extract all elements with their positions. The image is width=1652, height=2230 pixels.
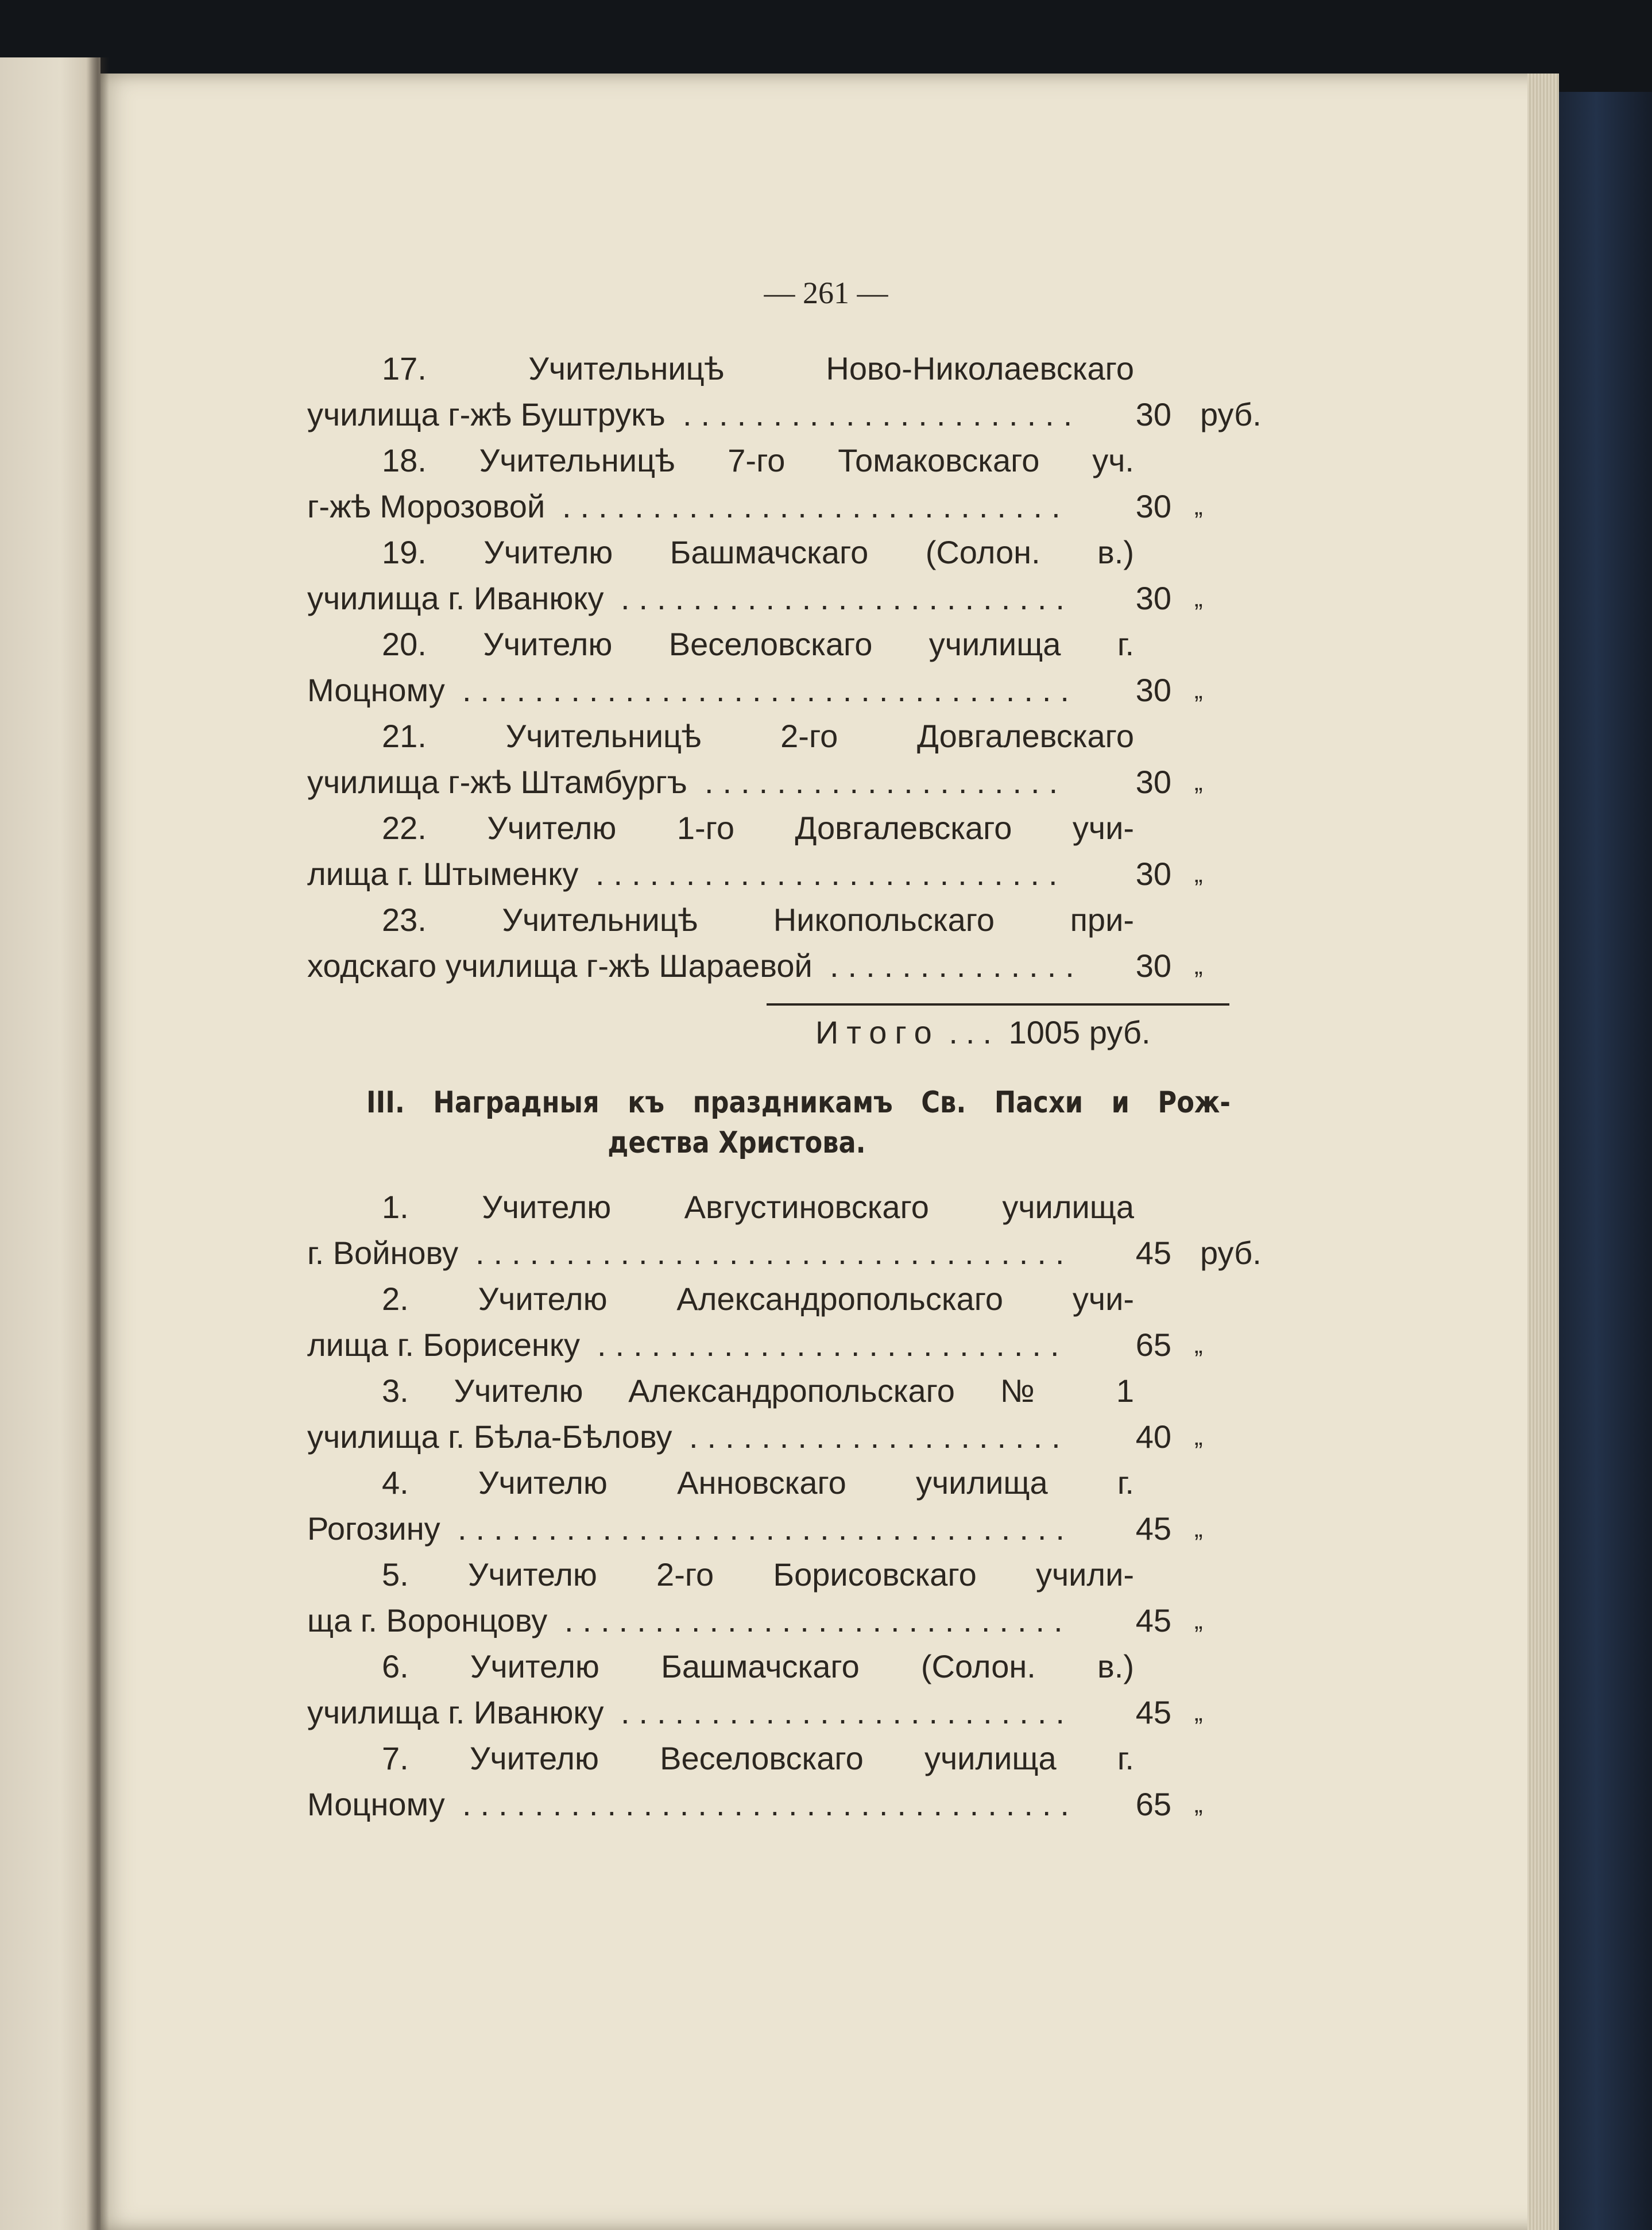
entry-list-bottom — [307, 1184, 1262, 1827]
leader-dots: .................... — [705, 764, 1067, 800]
total-amount: 1005 — [1008, 1014, 1081, 1050]
entry-number: 19. — [382, 534, 427, 570]
entry-amount: 30 — [1135, 580, 1171, 616]
entry-text-line1: Учительницѣ 7-го Томаковскаго уч. — [479, 442, 1134, 478]
entry-text-line1: Учителю Башмачскаго (Солон. в.) — [483, 534, 1134, 570]
entry-number: 2. — [382, 1281, 409, 1317]
entry-text-line2: Рогозину — [307, 1510, 440, 1547]
leader-dots: .................................. — [458, 1510, 1074, 1547]
entry-amount: 40 — [1135, 1419, 1171, 1455]
entry-second-line — [307, 392, 1262, 438]
entry-text-line1: Учителю Веселовскаго училища г. — [469, 1740, 1134, 1776]
entry-first-line — [307, 621, 1134, 667]
entry-text-line2: Моцному — [307, 672, 445, 708]
page-stack-edge — [1527, 74, 1559, 2230]
entry-text-line1: Учителю Августиновскаго училища — [482, 1189, 1135, 1225]
entry-number: 18. — [382, 442, 427, 478]
entry-first-line — [307, 805, 1134, 851]
entry-text-line2: г-жѣ Морозовой — [307, 488, 545, 524]
entry-text-line2: ходскаго училища г-жѣ Шараевой — [307, 948, 813, 984]
entry-unit: „ — [1194, 952, 1203, 980]
entry-text-line2: ща г. Воронцову — [307, 1602, 548, 1638]
leader-dots: ..................... — [689, 1419, 1070, 1455]
list-item — [307, 897, 1226, 989]
section-heading-line2: дества Христова. — [608, 1126, 866, 1160]
total-label: Итого — [815, 1014, 940, 1050]
entry-number: 21. — [382, 718, 427, 754]
entry-amount: 45 — [1135, 1235, 1171, 1271]
entry-second-line — [307, 1781, 1203, 1827]
entry-number: 7. — [382, 1740, 409, 1776]
leader-dots: .................................. — [462, 672, 1078, 708]
entry-second-line — [307, 1414, 1203, 1460]
book-gutter — [86, 57, 109, 2230]
list-item — [307, 1552, 1226, 1644]
leader-dots: ............................ — [562, 488, 1070, 524]
list-item — [307, 1368, 1226, 1460]
entry-text-line1: Учительницѣ Ново-Николаевскаго — [528, 350, 1134, 387]
entry-number: 1. — [382, 1189, 409, 1225]
list-item — [307, 530, 1226, 621]
total-rule — [767, 1003, 1229, 1006]
entry-amount: 45 — [1135, 1602, 1171, 1638]
leader-dots: ......................... — [621, 580, 1074, 616]
entry-unit: руб. — [1200, 396, 1262, 432]
leader-dots: .............. — [830, 948, 1084, 984]
entry-second-line — [307, 943, 1203, 989]
entry-text-line1: Учителю Александропольскаго учи- — [478, 1281, 1135, 1317]
entry-number: 4. — [382, 1464, 409, 1501]
entry-unit: „ — [1194, 1698, 1203, 1726]
entry-second-line — [307, 1690, 1203, 1736]
list-item — [307, 346, 1262, 438]
total-dots: ... — [949, 1014, 1000, 1050]
entry-amount: 45 — [1135, 1510, 1171, 1547]
entry-unit: „ — [1194, 1790, 1203, 1818]
entry-unit: „ — [1194, 1514, 1203, 1543]
entry-second-line — [307, 667, 1203, 713]
entry-first-line — [307, 1552, 1134, 1598]
entry-text-line2: училища г. Иванюку — [307, 1694, 604, 1730]
entry-text-line2: лища г. Штыменку — [307, 856, 579, 892]
list-item — [307, 805, 1226, 897]
leader-dots: ................................. — [475, 1235, 1074, 1271]
entry-first-line — [307, 1368, 1134, 1414]
leader-dots: ...................... — [683, 396, 1082, 432]
entry-unit: „ — [1194, 1331, 1203, 1359]
leader-dots: .......................... — [597, 1327, 1069, 1363]
entry-number: 20. — [382, 626, 427, 662]
leader-dots: .................................. — [462, 1786, 1078, 1822]
entry-second-line — [307, 759, 1203, 805]
list-item — [307, 1276, 1226, 1368]
entry-first-line — [307, 1276, 1134, 1322]
entry-list-top — [307, 346, 1262, 989]
entry-first-line — [307, 713, 1134, 759]
total-unit: руб. — [1089, 1014, 1151, 1050]
entry-text-line2: училища г-жѣ Буштрукъ — [307, 396, 666, 432]
entry-number: 3. — [382, 1373, 409, 1409]
entry-text-line1: Учителю 2-го Борисовскаго учили- — [467, 1556, 1135, 1593]
entry-amount: 30 — [1135, 764, 1171, 800]
page-number: — 261 — — [764, 276, 888, 310]
entry-first-line — [307, 1184, 1134, 1230]
entry-unit: „ — [1194, 492, 1203, 520]
entry-second-line — [307, 1598, 1203, 1644]
entry-text-line2: училища г. Иванюку — [307, 580, 604, 616]
entry-second-line — [307, 1230, 1262, 1276]
section-heading-line1: III. Наградныя къ праздникамъ Св. Пасхи и Рож- — [366, 1085, 1231, 1120]
list-item — [307, 621, 1226, 713]
entry-number: 23. — [382, 902, 427, 938]
entry-amount: 45 — [1135, 1694, 1171, 1730]
entry-first-line — [307, 346, 1134, 392]
entry-text-line1: Учительницѣ 2-го Довгалевскаго — [505, 718, 1135, 754]
entry-first-line — [307, 1736, 1134, 1781]
leader-dots: ......................... — [621, 1694, 1074, 1730]
leader-dots: .......................... — [595, 856, 1067, 892]
entry-first-line — [307, 897, 1134, 943]
entry-text-line1: Учителю Башмачскаго (Солон. в.) — [470, 1648, 1134, 1684]
entry-amount: 65 — [1135, 1786, 1171, 1822]
entry-amount: 30 — [1135, 396, 1171, 432]
entry-text-line1: Учителю Александропольскаго № 1 — [454, 1373, 1134, 1409]
section-heading — [366, 1083, 1233, 1163]
entry-number: 22. — [382, 810, 427, 846]
entry-amount: 30 — [1135, 948, 1171, 984]
entry-second-line — [307, 484, 1203, 530]
entry-text-line2: училища г. Бѣла-Бѣлову — [307, 1419, 672, 1455]
entry-number: 5. — [382, 1556, 409, 1593]
leader-dots: ............................ — [564, 1602, 1072, 1638]
entry-text-line1: Учителю 1-го Довгалевскаго учи- — [487, 810, 1134, 846]
list-item — [307, 1184, 1262, 1276]
entry-amount: 65 — [1135, 1327, 1171, 1363]
entry-unit: „ — [1194, 1423, 1203, 1451]
entry-number: 17. — [382, 350, 427, 387]
list-item — [307, 1736, 1226, 1827]
entry-first-line — [307, 1460, 1134, 1506]
entry-first-line — [307, 530, 1134, 575]
total-line — [815, 1014, 1151, 1051]
entry-second-line — [307, 575, 1203, 621]
entry-second-line — [307, 1506, 1203, 1552]
left-page-edge — [0, 57, 100, 2230]
entry-first-line — [307, 438, 1134, 484]
entry-text-line2: училища г-жѣ Штамбургъ — [307, 764, 687, 800]
entry-unit: руб. — [1200, 1235, 1262, 1271]
list-item — [307, 1460, 1226, 1552]
entry-text-line1: Учителю Веселовскаго училища г. — [483, 626, 1134, 662]
entry-unit: „ — [1194, 1606, 1203, 1634]
entry-first-line — [307, 1644, 1134, 1690]
entry-text-line1: Учителю Анновскаго училища г. — [478, 1464, 1134, 1501]
entry-amount: 30 — [1135, 672, 1171, 708]
book-cover-edge — [1559, 92, 1652, 2230]
entry-text-line1: Учительницѣ Никопольскаго при- — [502, 902, 1135, 938]
entry-second-line — [307, 1322, 1203, 1368]
entry-amount: 30 — [1135, 488, 1171, 524]
entry-second-line — [307, 851, 1203, 897]
entry-unit: „ — [1194, 676, 1203, 704]
list-item — [307, 713, 1226, 805]
entry-text-line2: г. Войнову — [307, 1235, 459, 1271]
list-item — [307, 1644, 1226, 1736]
entry-unit: „ — [1194, 584, 1203, 612]
entry-unit: „ — [1194, 860, 1203, 888]
entry-text-line2: лища г. Борисенку — [307, 1327, 580, 1363]
entry-unit: „ — [1194, 768, 1203, 796]
entry-amount: 30 — [1135, 856, 1171, 892]
list-item — [307, 438, 1226, 530]
entry-text-line2: Моцному — [307, 1786, 445, 1822]
entry-number: 6. — [382, 1648, 409, 1684]
